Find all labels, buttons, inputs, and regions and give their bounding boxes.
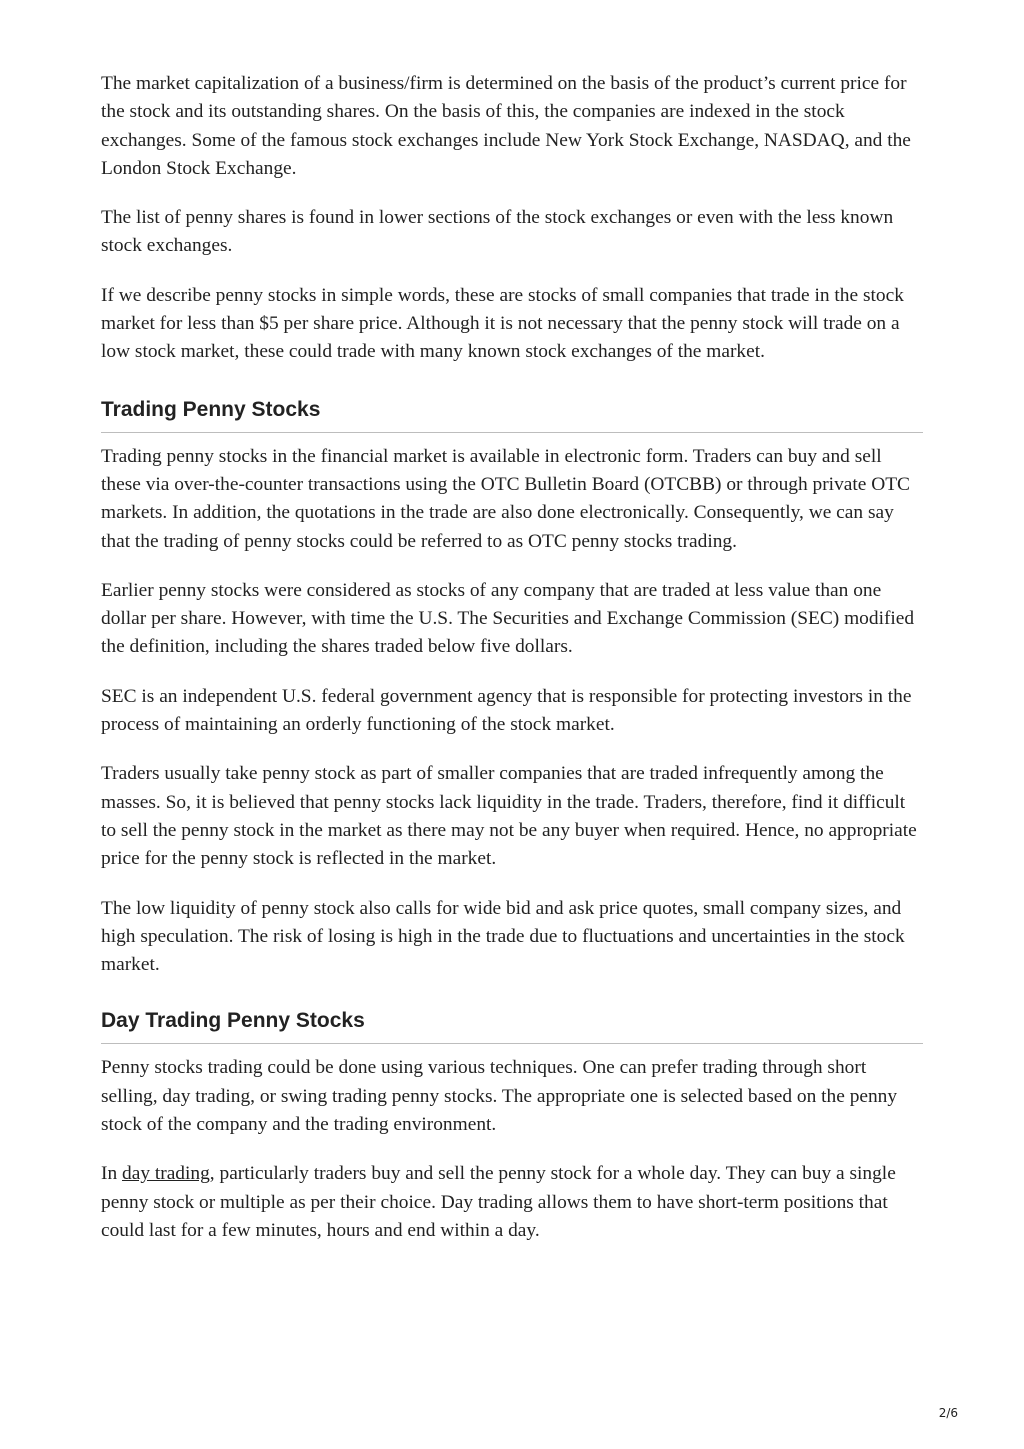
paragraph-penny-shares-list: The list of penny shares is found in lower sections of the stock exchanges or even with the less known stock exchanges. <box>101 207 894 257</box>
paragraph-sec-agency: SEC is an independent U.S. federal government agency that is responsible for protecting investors in the process of maintaining an orderly functioning of the stock market. <box>101 685 912 736</box>
heading-day-trading-penny-stocks: Day Trading Penny Stocks <box>101 1007 923 1044</box>
heading-trading-penny-stocks: Trading Penny Stocks <box>101 396 923 433</box>
document-page <box>101 70 923 1266</box>
paragraph-electronic-trading: Trading penny stocks in the financial market is available in electronic form. Traders can buy and sell these via over-the-counter transactions using the OTC Bulletin Board (OTCBB) or through private OTC markets. In addition, the quotations in the trade are also done electronically. Consequently, we can say that the trading of penny stocks could be referred to as OTC penny stocks trading. <box>101 445 910 552</box>
paragraph-penny-stocks-definition: If we describe penny stocks in simple words, these are stocks of small companies that trade in the stock market for less than $5 per share price. Although it is not necessary that the penny stock will trade on a low stock market, these could trade with many known stock exchanges of the market. <box>101 284 904 363</box>
page-number: 2/6 <box>938 1406 958 1420</box>
day-trading-intro-text: In <box>101 1163 123 1185</box>
paragraph-market-capitalization: The market capitalization of a business/firm is determined on the basis of the product’s current price for the stock and its outstanding shares. On the basis of this, the companies are indexed in the stock exchanges. Some of the famous stock exchanges include New York Stock Exchange, NASDAQ, and the London Stock Exchange. <box>101 73 911 179</box>
paragraph-day-trading <box>101 1160 923 1245</box>
paragraph-low-liquidity-risk: The low liquidity of penny stock also calls for wide bid and ask price quotes, small company sizes, and high speculation. The risk of losing is high in the trade due to fluctuations and uncertainties in the stock market. <box>101 897 905 976</box>
day-trading-link[interactable]: day trading <box>122 1163 210 1185</box>
paragraph-trading-techniques: Penny stocks trading could be done using various techniques. One can prefer trading through short selling, day trading, or swing trading penny stocks. The appropriate one is selected based on the penny stock of the company and the trading environment. <box>101 1057 898 1136</box>
day-trading-body-text: , particularly traders buy and sell the penny stock for a whole day. They can buy a single penny stock or multiple as per their choice. Day trading allows them to have short-term positions that could last for a few minutes, hours and end within a day. <box>101 1163 896 1241</box>
paragraph-liquidity: Traders usually take penny stock as part of smaller companies that are traded infrequently among the masses. So, it is believed that penny stocks lack liquidity in the trade. Traders, therefore, find it difficult to sell the penny stock in the market as there may not be any buyer when required. Hence, no appropriate price for the penny stock is reflected in the market. <box>101 763 917 870</box>
paragraph-sec-definition: Earlier penny stocks were considered as stocks of any company that are traded at less value than one dollar per share. However, with time the U.S. The Securities and Exchange Commission (SEC) modified the definition, including the shares traded below five dollars. <box>101 579 915 658</box>
